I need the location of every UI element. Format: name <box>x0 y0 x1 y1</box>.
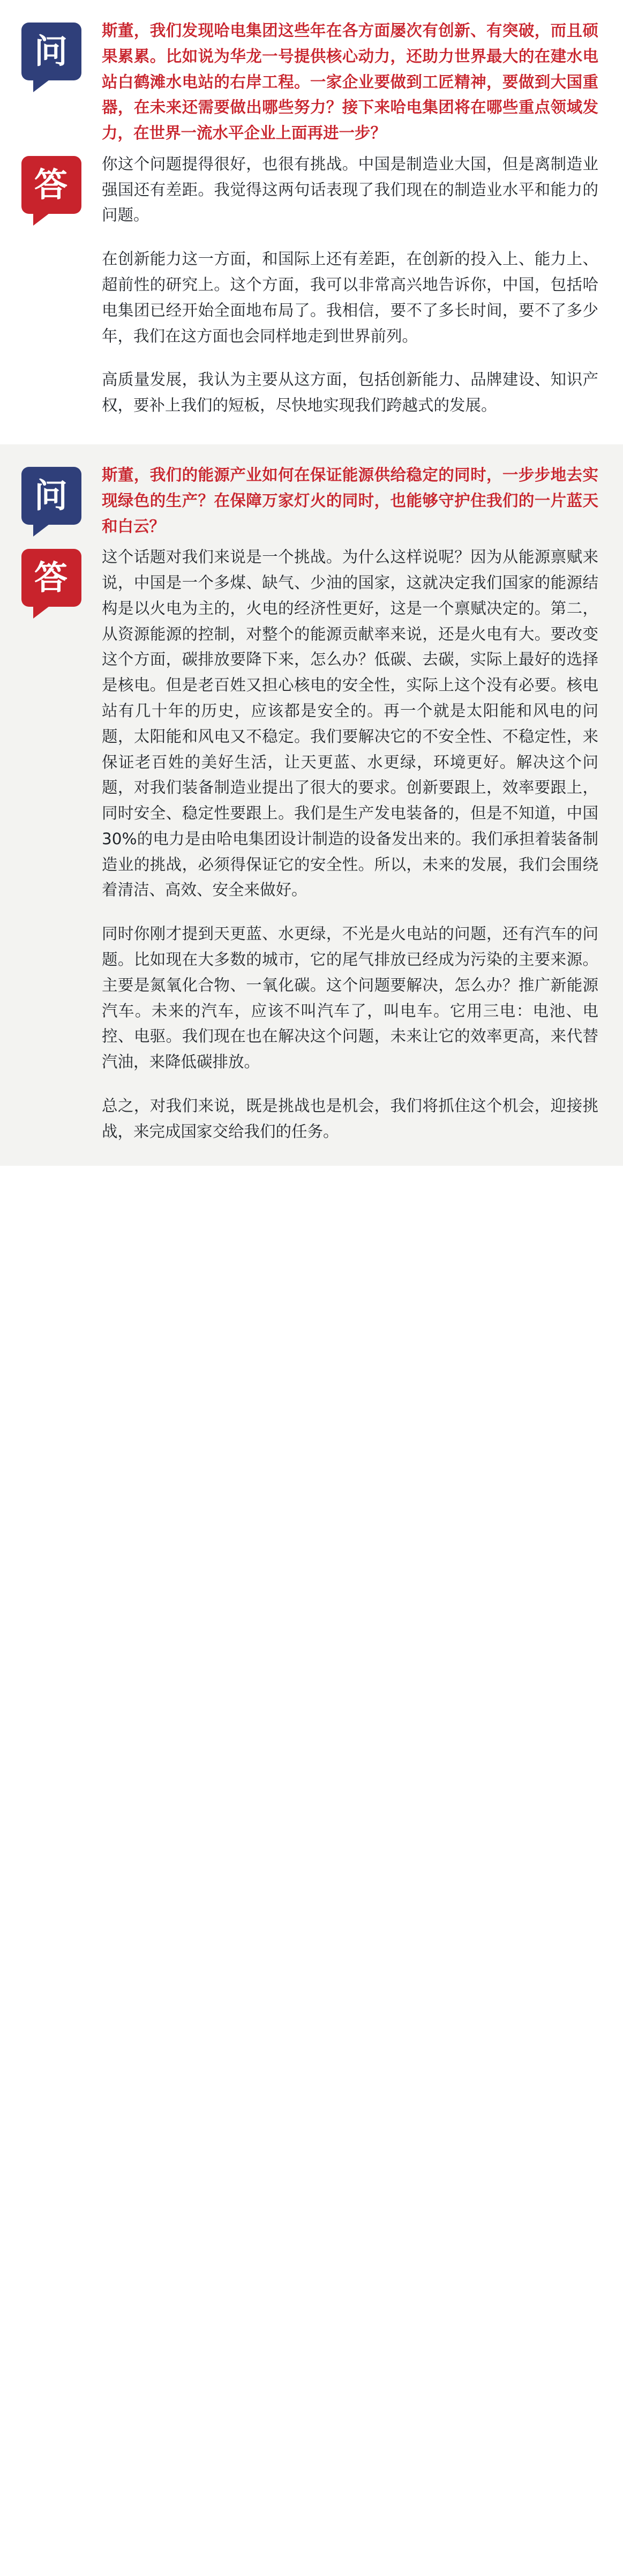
question-badge-icon: 问 <box>21 467 81 525</box>
answer-paragraph: 同时你刚才提到天更蓝、水更绿，不光是火电站的问题，还有汽车的问题。比如现在大多数的城市，它的尾气排放已经成为污染的主要来源。主要是氮氧化合物、一氧化碳。这个问题要解决，怎么办？推广新能源汽车。未来的汽车，应该不叫汽车了，叫电车。它用三电：电池、电控、电驱。我们现在也在解决这个问题，未来让它的效率更高，来代替汽油，来降低碳排放。 <box>102 925 598 1071</box>
answer-badge-wrap-2 <box>21 545 102 607</box>
question-text-col-1 <box>102 18 602 146</box>
answer-paragraph: 总之，对我们来说，既是挑战也是机会，我们将抓住这个机会，迎接挑战，来完成国家交给我们的任务。 <box>102 1096 598 1141</box>
answer-paragraph: 你这个问题提得很好，也很有挑战。中国是制造业大国，但是离制造业强国还有差距。我觉得这两句话表现了我们现在的制造业水平和能力的问题。 <box>102 154 598 225</box>
section-divider <box>0 440 623 444</box>
qa-block-1 <box>0 0 623 440</box>
answer-text-col-2 <box>102 545 602 1144</box>
answer-paragraph: 高质量发展，我认为主要从这方面，包括创新能力、品牌建设、知识产权，要补上我们的短板，尽快地实现我们跨越式的发展。 <box>102 370 598 415</box>
question-row-2 <box>21 463 602 539</box>
question-badge-wrap-1 <box>21 18 102 80</box>
answer-badge-wrap-1 <box>21 152 102 214</box>
question-badge-wrap-2 <box>21 463 102 525</box>
answer-text-col-1 <box>102 152 602 419</box>
question-text: 斯董，我们发现哈电集团这些年在各方面屡次有创新、有突破，而且硕果累累。比如说为华龙一号提供核心动力，还助力世界最大的在建水电站白鹤滩水电站的右岸工程。一家企业要做到工匠精神，要做到大国重器，在未来还需要做出哪些努力？接下来哈电集团将在哪些重点领域发力，在世界一流水平企业上面再进一步？ <box>102 21 598 143</box>
question-text: 斯董，我们的能源产业如何在保证能源供给稳定的同时，一步步地去实现绿色的生产？在保障万家灯火的同时，也能够守护住我们的一片蓝天和白云？ <box>102 465 598 535</box>
answer-badge-icon: 答 <box>21 156 81 214</box>
question-row-1 <box>21 18 602 146</box>
interview-transcript <box>0 0 623 1166</box>
answer-row-2 <box>21 545 602 1144</box>
answer-badge-icon: 答 <box>21 549 81 607</box>
qa-block-2 <box>0 444 623 1166</box>
question-text-col-2 <box>102 463 602 539</box>
answer-paragraph: 在创新能力这一方面，和国际上还有差距，在创新的投入上、能力上、超前性的研究上。这个方面，我可以非常高兴地告诉你，中国，包括哈电集团已经开始全面地布局了。我相信，要不了多长时间，要不了多少年，我们在这方面也会同样地走到世界前列。 <box>102 250 598 345</box>
answer-row-1 <box>21 152 602 419</box>
answer-paragraph: 这个话题对我们来说是一个挑战。为什么这样说呢？因为从能源禀赋来说，中国是一个多煤、缺气、少油的国家，这就决定我们国家的能源结构是以火电为主的，火电的经济性更好，这是一个禀赋决定的。第二，从资源能源的控制，对整个的能源贡献率来说，还是火电有大。要改变这个方面，碳排放要降下来，怎么办？低碳、去碳，实际上最好的选择是核电。但是老百姓又担心核电的安全性，实际上这个没有必要。核电站有几十年的历史，应该都是安全的。再一个就是太阳能和风电的问题，太阳能和风电又不稳定。我们要解决它的不安全性、不稳定性，来保证老百姓的美好生活，让天更蓝、水更绿，环境更好。解决这个问题，对我们装备制造业提出了很大的要求。创新要跟上，效率要跟上，同时安全、稳定性要跟上。我们是生产发电装备的，但是不知道，中国30%的电力是由哈电集团设计制造的设备发出来的。我们承担着装备制造业的挑战，必须得保证它的安全性。所以，未来的发展，我们会围绕着清洁、高效、安全来做好。 <box>102 548 598 899</box>
question-badge-icon: 问 <box>21 23 81 80</box>
